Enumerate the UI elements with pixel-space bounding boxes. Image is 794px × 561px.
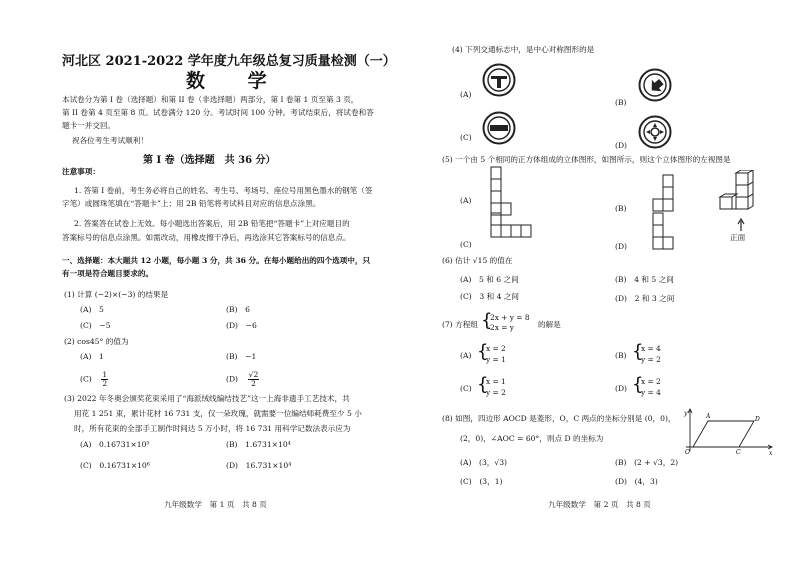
brace-icon: { bbox=[632, 341, 644, 362]
q7-option-a: (A) bbox=[460, 351, 472, 360]
exam-title: 河北区 2021-2022 学年度九年级总复习质量检测（一） bbox=[62, 54, 396, 69]
q8-option-a: (A) (3，√3) bbox=[460, 458, 508, 467]
part1-heading: 第 I 卷（选择题 共 36 分） bbox=[143, 155, 276, 166]
axis-y-label: y bbox=[684, 410, 688, 417]
point-c-label: C bbox=[736, 449, 741, 455]
intro-line: 题卡一并交回。 bbox=[62, 121, 116, 130]
note-line: 2. 答案答在试卷上无效。每小题选出答案后，用 2B 铅笔把“答题卡”上对应题目的 bbox=[74, 219, 350, 228]
q2-option-b: (B) −1 bbox=[226, 352, 257, 361]
q5-option-a: (A) bbox=[460, 196, 472, 205]
section1-heading: 有一项是符合题目要求的。 bbox=[62, 269, 154, 278]
q1-option-d: (D) −6 bbox=[226, 321, 257, 330]
intro-line: 本试卷分为第 I 卷（选择题）和第 II 卷（非选择题）两部分，第 I 卷第 1 页至第 3 页， bbox=[62, 95, 359, 104]
traffic-sign-c-icon bbox=[482, 111, 516, 145]
q2-option-d-fraction bbox=[248, 371, 260, 388]
note-line: 1. 答第 I 卷前，考生务必将自己的姓名、考生号、考场号、座位号用黑色墨水的钢笔（签 bbox=[74, 186, 373, 195]
page-footer: 九年级数学 第 2 页 共 8 页 bbox=[548, 500, 651, 509]
intro-line: 第 II 卷第 4 页至第 8 页。试卷满分 120 分。考试时间 100 分钟。考试结束后，将试卷和答 bbox=[62, 108, 374, 117]
brace-icon: { bbox=[632, 374, 644, 395]
q8-option-b: (B) (2 + √3，2) bbox=[615, 458, 679, 467]
q6-stem: (6) 估计 √15 的值在 bbox=[442, 256, 513, 265]
q1-option-c: (C) −5 bbox=[80, 321, 111, 330]
q7-eq2: 2x = y bbox=[490, 323, 514, 332]
point-a-label: A bbox=[706, 413, 711, 420]
fraction-numerator: √2 bbox=[248, 370, 259, 379]
q7-d-x: x = 2 bbox=[641, 377, 661, 386]
notes-label: 注意事项： bbox=[62, 167, 100, 176]
q5-option-b: (B) bbox=[615, 204, 627, 213]
q7-eq1: 2x + y = 8 bbox=[490, 313, 530, 322]
q4-option-a: (A) bbox=[460, 90, 472, 99]
q2-option-c-fraction bbox=[101, 371, 108, 388]
brace-icon: { bbox=[481, 310, 493, 331]
q6-option-a: (A) 5 和 6 之间 bbox=[460, 275, 519, 284]
q7-option-d: (D) bbox=[615, 384, 628, 393]
q7-d-y: y = 4 bbox=[641, 388, 661, 397]
q7-b-x: x = 4 bbox=[641, 344, 661, 353]
q2-option-a: (A) 1 bbox=[80, 352, 104, 361]
q1-option-a: (A) 5 bbox=[80, 305, 104, 314]
q4-option-c: (C) bbox=[460, 133, 472, 142]
q1-option-b: (B) 6 bbox=[226, 305, 250, 314]
note-line: 答案标号的信息点涂黑。如需改动，用橡皮擦干净后，再选涂其它答案标号的信息点。 bbox=[62, 233, 351, 242]
q3-stem: 时，所有花束的全部手工制作时间达 5 万小时，将 16 731 用科学记数法表示应为 bbox=[74, 424, 351, 433]
q5-view-b-icon bbox=[652, 174, 684, 214]
q8-stem: (8) 如图，四边形 AOCD 是菱形，O，C 两点的坐标分别是 (0，0)， bbox=[442, 414, 676, 423]
q2-option-c bbox=[80, 371, 108, 388]
q1-stem: (1) 计算 (−2)×(−3) 的结果是 bbox=[64, 290, 169, 299]
rhombus-diagram bbox=[680, 405, 776, 455]
q8-option-c: (C) (3，1) bbox=[460, 477, 503, 486]
brace-icon: { bbox=[477, 374, 489, 395]
q3-option-c: (C) 0.16731×10⁶ bbox=[80, 461, 150, 470]
q7-b-y: y = 2 bbox=[641, 355, 661, 364]
q3-option-d: (D) 16.731×10⁴ bbox=[226, 461, 292, 470]
q4-stem: (4) 下列交通标志中，是中心对称图形的是 bbox=[452, 45, 595, 54]
q7-option-c: (C) bbox=[460, 384, 472, 393]
q5-option-d: (D) bbox=[615, 242, 628, 251]
page-footer: 九年级数学 第 1 页 共 8 页 bbox=[164, 500, 267, 509]
q5-stem: (5) 一个由 5 个相同的正方体组成的立体图形，如图所示，则这个立体图形的左视图是 bbox=[442, 155, 731, 164]
q7-stem-suffix: 的解是 bbox=[538, 320, 561, 329]
q2-option-c-label: (C) bbox=[80, 374, 92, 384]
arrow-up-icon bbox=[735, 218, 747, 232]
note-line: 字笔）或圆珠笔填在“答题卡”上；用 2B 铅笔将考试科目对应的信息点涂黑。 bbox=[62, 199, 321, 208]
brace-icon: { bbox=[477, 341, 489, 362]
traffic-sign-b-icon bbox=[638, 68, 672, 102]
section1-heading: 一、选择题：本大题共 12 小题，每小题 3 分，共 36 分。在每小题给出的四个选项中，只 bbox=[62, 256, 371, 265]
q2-option-d bbox=[226, 371, 259, 388]
q8-option-d: (D) (4，3) bbox=[615, 477, 658, 486]
q2-option-d-label: (D) bbox=[226, 374, 239, 384]
q7-a-y: y = 1 bbox=[486, 355, 506, 364]
fraction-numerator: 1 bbox=[102, 370, 108, 379]
q7-a-x: x = 2 bbox=[486, 344, 506, 353]
wish-text: 祝各位考生考试顺利！ bbox=[72, 136, 148, 145]
q8-stem: (2，0)，∠AOC = 60°，则点 D 的坐标为 bbox=[460, 434, 604, 443]
q3-stem: 用花 1 251 束，累计花材 16 731 支，仅一朵玫瑰，就需要一位编结师耗费至少 5 小 bbox=[74, 409, 362, 418]
q7-option-b: (B) bbox=[615, 351, 627, 360]
fraction-denominator: 2 bbox=[251, 379, 256, 388]
q6-option-b: (B) 4 和 5 之间 bbox=[615, 275, 674, 284]
q4-option-b: (B) bbox=[615, 98, 627, 107]
q3-stem: (3) 2022 年冬奥会颁奖花束采用了“海派绒线编结技艺”这一上海非遗手工艺技术，共 bbox=[64, 394, 350, 403]
q5-view-a-icon bbox=[490, 166, 524, 218]
q6-option-c: (C) 3 和 4 之间 bbox=[460, 292, 520, 301]
point-d-label: D bbox=[755, 416, 760, 423]
q7-c-y: y = 2 bbox=[486, 388, 506, 397]
fraction-denominator: 2 bbox=[102, 379, 108, 388]
q5-option-c: (C) bbox=[460, 240, 472, 249]
q3-option-b: (B) 1.6731×10⁴ bbox=[226, 440, 291, 449]
q7-stem-prefix: (7) 方程组 bbox=[442, 320, 478, 329]
subject-title: 数 学 bbox=[186, 70, 285, 92]
traffic-sign-a-icon bbox=[482, 63, 516, 97]
axis-x-label: x bbox=[769, 450, 773, 455]
q3-option-a: (A) 0.16731×10⁵ bbox=[80, 440, 150, 449]
q2-stem: (2) cos45° 的值为 bbox=[64, 337, 129, 346]
q5-view-c-icon bbox=[490, 212, 536, 240]
front-label: 正面 bbox=[730, 233, 746, 242]
q7-c-x: x = 1 bbox=[486, 377, 506, 386]
q5-view-d-icon bbox=[652, 212, 684, 252]
q6-option-d: (D) 2 和 3 之间 bbox=[615, 294, 675, 303]
traffic-sign-d-icon bbox=[638, 115, 672, 149]
q4-option-d: (D) bbox=[615, 141, 628, 150]
point-o-label: O bbox=[685, 449, 690, 455]
